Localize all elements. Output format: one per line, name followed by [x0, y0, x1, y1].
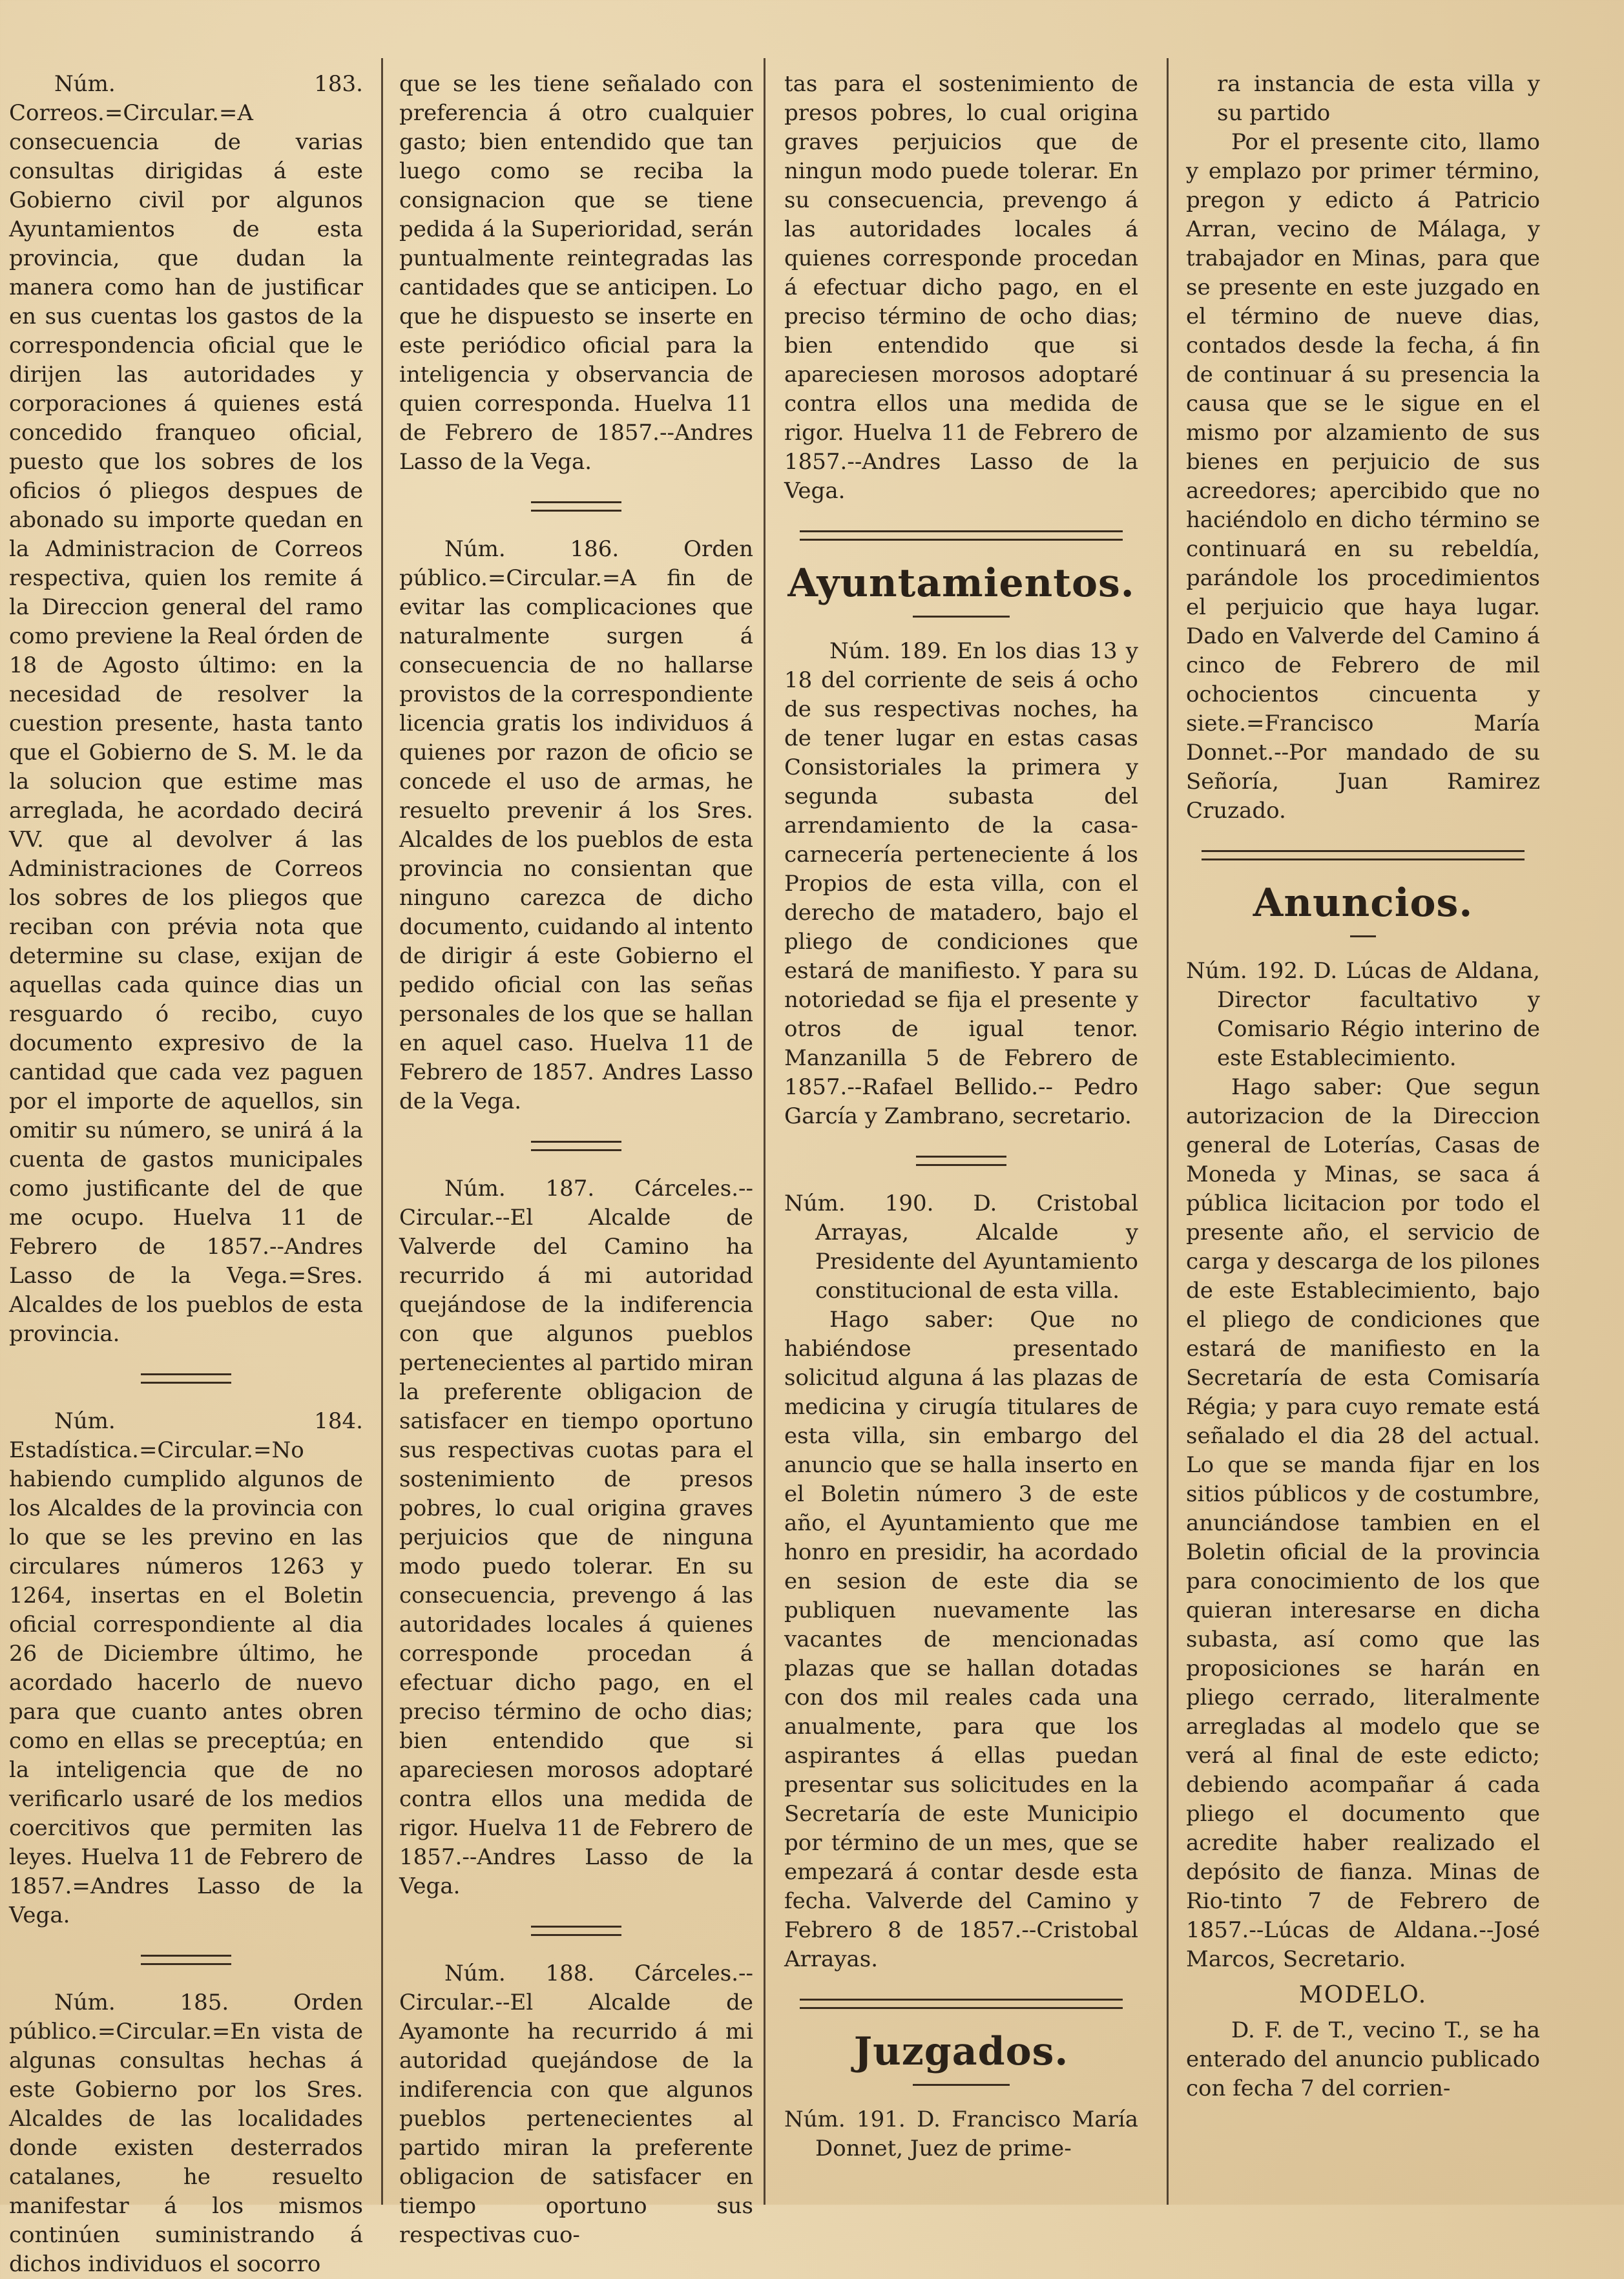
notice-192-body: Hago saber: Que segun autorizacion de la Direccion general de Loterías, Casas de Moneda y Minas, se saca á pública licitacion por todo el presente año, el servicio de carga y descarga de los pilones de este Establecimiento, bajo el pliego de condiciones que estará de manifiesto en la Secretaría de esta Comisaría Régia; y para cuyo remate está señalado el dia 28 del actual. Lo que se manda fijar en los sitios públicos y de costumbre, anunciándose tambien en el Boletin oficial de la provincia para conocimiento de los que quieran interesarse en dicha subasta, así como que las proposiciones se harán en pliego cerrado, literalmente arregladas al modelo que se verá al final de este edicto; debiendo acompañar á cada pliego el documento que acredite haber realizado el depósito de fianza. Minas de Rio-tinto 7 de Febrero de 1857.--Lúcas de Aldana.--José Marcos, Secretario. [1186, 1074, 1540, 1972]
column-1 [9, 70, 363, 2279]
column-rule [1167, 58, 1169, 2205]
notice-191-continued: ra instancia de esta villa y su partido [1217, 71, 1540, 126]
separator [9, 1349, 363, 1407]
notice-189: Núm. 189. En los dias 13 y 18 del corriente de seis á ocho de sus respectivas noches, ha de tener lugar en estas casas Consistoriales la primera y segunda subasta del arrendamiento de la casa-carnecería perteneciente á los Propios de esta villa, con el derecho de matadero, bajo el pliego de condiciones que estará de manifiesto. Y para su notoriedad se fija el presente y otros de igual tenor. Manzanilla 5 de Febrero de 1857.--Rafael Bellido.-- Pedro García y Zambrano, secretario. [784, 638, 1138, 1129]
notice-188-continued: tas para el sostenimiento de presos pobres, lo cual origina graves perjuicios que de ningun modo puede tolerar. En su consecuencia, prevengo á las autoridades locales á quienes corresponde procedan á efectuar dicho pago, en el preciso término de ocho dias; bien entendido que si apareciesen morosos adoptaré contra ellos una medida de rigor. Huelva 11 de Febrero de 1857.--Andres Lasso de la Vega. [784, 71, 1138, 504]
separator [9, 1930, 363, 1988]
column-rule [381, 58, 383, 2205]
column-rule [764, 58, 765, 2205]
section-title-ayuntamientos: Ayuntamientos. [787, 561, 1135, 606]
separator [399, 1116, 753, 1174]
title-rule [913, 616, 1010, 618]
notice-190-heading: Núm. 190. D. Cristobal Arrayas, Alcalde y Presidente del Ayuntamiento constitucional de esta villa. [784, 1191, 1138, 1304]
section-title-juzgados: Juzgados. [853, 2029, 1069, 2074]
separator [399, 1901, 753, 1959]
modelo-heading: MODELO. [1298, 1982, 1428, 2008]
notice-184: Núm. 184. Estadística.=Circular.=No habiendo cumplido algunos de los Alcaldes de la provincia con lo que se les previno en las circulares números 1263 y 1264, insertas en el Boletin oficial correspondiente al dia 26 de Diciembre último, he acordado hacerlo de nuevo para que cuanto antes obren como en ellas se preceptúa; en la inteligencia que de no verificarlo usaré de los medios coercitivos que permiten las leyes. Huelva 11 de Febrero de 1857.=Andres Lasso de la Vega. [9, 1408, 363, 1928]
notice-192-heading: Núm. 192. D. Lúcas de Aldana, Director facultativo y Comisario Régio interino de este Establecimiento. [1186, 958, 1540, 1071]
column-4 [1186, 70, 1540, 2103]
separator [784, 1131, 1138, 1189]
separator [1186, 826, 1540, 871]
column-3 [784, 70, 1138, 2163]
title-rule [913, 2084, 1010, 2086]
notice-185: Núm. 185. Orden público.=Circular.=En vista de algunas consultas hechas á este Gobierno por los Sres. Alcaldes de las localidades donde existen desterrados catalanes, he resuelto manifestar á los mismos continúen suministrando á dichos individuos el socorro [9, 1990, 363, 2277]
notice-190-body: Hago saber: Que no habiéndose presentado solicitud alguna á las plazas de medicina y cirugía titulares de esta villa, sin embargo del anuncio que se halla inserto en el Boletin número 3 de este año, el Ayuntamiento que me honro en presidir, ha acordado en sesion de este dia se publiquen nuevamente las vacantes de mencionadas plazas que se hallan dotadas con dos mil reales cada una anualmente, para que los aspirantes á ellas puedan presentar sus solicitudes en la Secretaría de este Municipio por término de un mes, que se empezará á contar desde esta fecha. Valverde del Camino y Febrero 8 de 1857.--Cristobal Arrayas. [784, 1307, 1138, 1972]
notice-191-body: Por el presente cito, llamo y emplazo por primer término, pregon y edicto á Patricio Arran, vecino de Málaga, y trabajador en Minas, para que se presente en este juzgado en el término de nueve dias, contados desde la fecha, á fin de continuar á su presencia la causa que se le sigue en el mismo por alzamiento de sus bienes en perjuicio de sus acreedores; apercibido que no haciéndolo en dicho término se continuará en su rebeldía, parándole los procedimientos el perjuicio que haya lugar. Dado en Valverde del Camino á cinco de Febrero de mil ochocientos cincuenta y siete.=Francisco María Donnet.--Por mandado de su Señoría, Juan Ramirez Cruzado. [1186, 129, 1540, 824]
notice-185-continued: que se les tiene señalado con preferencia á otro cualquier gasto; bien entendido que tan luego como se reciba la consignacion que se tiene pedida á la Superioridad, serán puntualmente reintegradas las cantidades que se anticipen. Lo que he dispuesto se inserte en este periódico oficial para la inteligencia y observancia de quien corresponda. Huelva 11 de Febrero de 1857.--Andres Lasso de la Vega. [399, 71, 753, 475]
title-rule [1350, 935, 1376, 937]
modelo-body: D. F. de T., vecino T., se ha enterado del anuncio publicado con fecha 7 del corrien- [1186, 2017, 1540, 2101]
separator [399, 477, 753, 535]
notice-187: Núm. 187. Cárceles.--Circular.--El Alcalde de Valverde del Camino ha recurrido á mi autoridad quejándose de la indiferencia con que algunos pueblos pertenecientes al partido miran la preferente obligacion de satisfacer en tiempo oportuno sus respectivas cuotas para el sostenimiento de presos pobres, lo cual origina graves perjuicios que de ninguna modo puedo tolerar. En su consecuencia, prevengo á las autoridades locales á quienes corresponde procedan á efectuar dicho pago, en el preciso término de ocho dias; bien entendido que si apareciesen morosos adoptaré contra ellos una medida de rigor. Huelva 11 de Febrero de 1857.--Andres Lasso de la Vega. [399, 1176, 753, 1899]
separator [784, 506, 1138, 551]
column-2 [399, 70, 753, 2250]
separator [784, 1974, 1138, 2019]
notice-191: Núm. 191. D. Francisco María Donnet, Juez de prime- [784, 2107, 1138, 2161]
notice-183: Núm. 183. Correos.=Circular.=A consecuencia de varias consultas dirigidas á este Gobierno civil por algunos Ayuntamientos de esta provincia, que dudan la manera como han de justificar en sus cuentas los gastos de la correspondencia oficial que le dirijen las autoridades y corporaciones á quienes está concedido franqueo oficial, puesto que los sobres de los oficios ó pliegos despues de abonado su importe quedan en la Administracion de Correos respectiva, quien los remite á la Direccion general del ramo como previene la Real órden de 18 de Agosto último: en la necesidad de resolver la cuestion presente, hasta tanto que el Gobierno de S. M. le da la solucion que estime mas arreglada, he acordado decirá VV. que al devolver á las Administraciones de Correos los sobres de los pliegos que reciban con prévia nota que determine su clase, exijan de aquellas cada quince dias un resguardo ó recibo, cuyo documento expresivo de la cantidad que cada vez paguen por el importe de aquellos, sin omitir su número, se unirá á la cuenta de gastos municipales como justificante del de que me ocupo. Huelva 11 de Febrero de 1857.--Andres Lasso de la Vega.=Sres. Alcaldes de los pueblos de esta provincia. [9, 71, 363, 1347]
section-title-anuncios: Anuncios. [1253, 880, 1473, 926]
notice-186: Núm. 186. Orden público.=Circular.=A fin de evitar las complicaciones que naturalmente surgen á consecuencia de no hallarse provistos de la correspondiente licencia gratis los individuos á quienes por razon de oficio se concede el uso de armas, he resuelto prevenir á los Sres. Alcaldes de los pueblos de esta provincia no consientan que ninguno carezca de dicho documento, cuidando al intento de dirigir á este Gobierno el pedido oficial con las señas personales de los que se hallan en aquel caso. Huelva 11 de Febrero de 1857. Andres Lasso de la Vega. [399, 536, 753, 1114]
notice-188: Núm. 188. Cárceles.--Circular.--El Alcalde de Ayamonte ha recurrido á mi autoridad quejándose de la indiferencia con que algunos pueblos pertenecientes al partido miran la preferente obligacion de satisfacer en tiempo oportuno sus respectivas cuo- [399, 1961, 753, 2248]
